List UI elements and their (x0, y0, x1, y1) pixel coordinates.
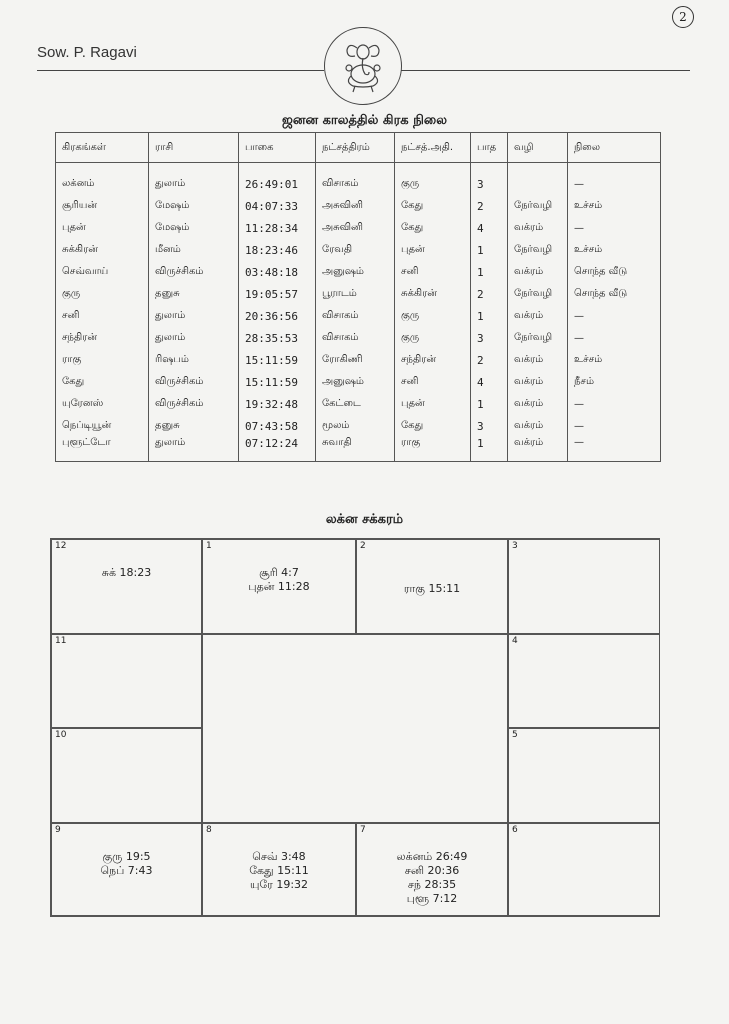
nakshatra-cell: விசாகம் (316, 173, 395, 195)
table-row (56, 195, 661, 217)
table-row (56, 217, 661, 239)
nakshatra-cell: ரேவதி (316, 239, 395, 261)
rasi-cell: விருச்சிகம் (149, 261, 239, 283)
motion-cell: நேர்வழி (508, 283, 568, 305)
degree-cell: 07:43:58 (239, 415, 316, 437)
house-number: 7 (360, 825, 366, 835)
pada-cell: 4 (471, 371, 508, 393)
pada-cell: 3 (471, 327, 508, 349)
house-planets (203, 850, 355, 892)
table-row (56, 393, 661, 415)
column-header: நட்சத்.அதி. (395, 133, 471, 163)
motion-cell: நேர்வழி (508, 239, 568, 261)
dignity-cell: — (568, 327, 661, 349)
house-cell (356, 823, 508, 916)
planet-name-cell: சனி (56, 305, 149, 327)
rasi-cell: ரிஷபம் (149, 349, 239, 371)
table-row (56, 437, 661, 462)
pada-cell: 1 (471, 393, 508, 415)
planet-name-cell: லக்னம் (56, 173, 149, 195)
nakshatra-lord-cell: குரு (395, 327, 471, 349)
spacer-cell (508, 163, 568, 174)
motion-cell (508, 173, 568, 195)
degree-cell: 04:07:33 (239, 195, 316, 217)
nakshatra-lord-cell: புதன் (395, 239, 471, 261)
nakshatra-lord-cell: கேது (395, 217, 471, 239)
house-cell (356, 539, 508, 634)
house-planet-line: லக்னம் 26:49 (396, 850, 468, 863)
dignity-cell: — (568, 173, 661, 195)
degree-cell: 19:32:48 (239, 393, 316, 415)
degree-cell: 15:11:59 (239, 371, 316, 393)
planet-position-table (55, 132, 661, 462)
rasi-cell: துலாம் (149, 305, 239, 327)
pada-cell: 2 (471, 195, 508, 217)
nakshatra-cell: அனுஷம் (316, 371, 395, 393)
nakshatra-lord-cell: குரு (395, 305, 471, 327)
degree-cell: 19:05:57 (239, 283, 316, 305)
house-number: 12 (55, 541, 67, 551)
nakshatra-lord-cell: புதன் (395, 393, 471, 415)
nakshatra-cell: விசாகம் (316, 327, 395, 349)
house-number: 1 (206, 541, 212, 551)
lagna-chart (50, 538, 660, 917)
house-cell (51, 634, 202, 728)
planet-name-cell: கேது (56, 371, 149, 393)
planet-name-cell: யுரேனஸ் (56, 393, 149, 415)
client-name: Sow. P. Ragavi (37, 44, 137, 61)
table-row (56, 261, 661, 283)
dignity-cell: — (568, 217, 661, 239)
nakshatra-lord-cell: ராகு (395, 437, 471, 462)
house-planet-line: புதன் 11:28 (248, 580, 310, 593)
dignity-cell: — (568, 393, 661, 415)
pada-cell: 1 (471, 239, 508, 261)
motion-cell: வக்ரம் (508, 217, 568, 239)
planet-name-cell: புளூட்டோ (56, 437, 149, 462)
spacer-cell (471, 163, 508, 174)
spacer-cell (568, 163, 661, 174)
lagna-chart-title: லக்ன சக்கரம் (325, 512, 404, 527)
dignity-cell: நீசம் (568, 371, 661, 393)
motion-cell: வக்ரம் (508, 437, 568, 462)
motion-cell: வக்ரம் (508, 415, 568, 437)
house-planets (52, 566, 201, 580)
house-number: 2 (360, 541, 366, 551)
house-cell (51, 823, 202, 916)
house-planets (357, 582, 507, 596)
pada-cell: 3 (471, 173, 508, 195)
dignity-cell: சொந்த வீடு (568, 261, 661, 283)
degree-cell: 20:36:56 (239, 305, 316, 327)
nakshatra-cell: ரோகிணி (316, 349, 395, 371)
degree-cell: 18:23:46 (239, 239, 316, 261)
motion-cell: வக்ரம் (508, 349, 568, 371)
table-row (56, 283, 661, 305)
degree-cell: 15:11:59 (239, 349, 316, 371)
pada-cell: 3 (471, 415, 508, 437)
rasi-cell: மேஷம் (149, 195, 239, 217)
nakshatra-lord-cell: சுக்கிரன் (395, 283, 471, 305)
nakshatra-cell: சுவாதி (316, 437, 395, 462)
degree-cell: 11:28:34 (239, 217, 316, 239)
nakshatra-lord-cell: சந்திரன் (395, 349, 471, 371)
nakshatra-cell: கேட்டை (316, 393, 395, 415)
degree-cell: 03:48:18 (239, 261, 316, 283)
house-cell (508, 823, 660, 916)
planet-name-cell: செவ்வாய் (56, 261, 149, 283)
spacer-cell (316, 163, 395, 174)
nakshatra-cell: மூலம் (316, 415, 395, 437)
pada-cell: 1 (471, 437, 508, 462)
nakshatra-cell: விசாகம் (316, 305, 395, 327)
house-planets (52, 850, 201, 878)
planet-name-cell: புதன் (56, 217, 149, 239)
house-cell (51, 539, 202, 634)
table-spacer-row (56, 163, 661, 174)
header-rule-left (37, 70, 324, 71)
rasi-cell: விருச்சிகம் (149, 371, 239, 393)
spacer-cell (149, 163, 239, 174)
rasi-cell: துலாம் (149, 327, 239, 349)
house-number: 5 (512, 730, 518, 740)
nakshatra-lord-cell: கேது (395, 415, 471, 437)
house-planet-line: சந் 28:35 (407, 878, 457, 891)
pada-cell: 4 (471, 217, 508, 239)
column-header: பாகை (239, 133, 316, 163)
planet-name-cell: சந்திரன் (56, 327, 149, 349)
house-planet-line: புளூ 7:12 (406, 892, 458, 905)
motion-cell: வக்ரம் (508, 261, 568, 283)
dignity-cell: சொந்த வீடு (568, 283, 661, 305)
page-number: 2 (672, 6, 694, 28)
dignity-cell: உச்சம் (568, 239, 661, 261)
rasi-cell: துலாம் (149, 173, 239, 195)
house-number: 10 (55, 730, 67, 740)
planet-name-cell: குரு (56, 283, 149, 305)
dignity-cell: உச்சம் (568, 349, 661, 371)
house-cell (508, 539, 660, 634)
house-number: 11 (55, 636, 67, 646)
degree-cell: 28:35:53 (239, 327, 316, 349)
ganesha-logo-icon (324, 27, 402, 105)
table-row (56, 327, 661, 349)
house-cell (508, 728, 660, 823)
nakshatra-lord-cell: சனி (395, 371, 471, 393)
nakshatra-cell: அசுவினி (316, 217, 395, 239)
house-planet-line: சுக் 18:23 (101, 566, 152, 579)
column-header: கிரகங்கள் (56, 133, 149, 163)
pada-cell: 1 (471, 305, 508, 327)
pada-cell: 2 (471, 283, 508, 305)
pada-cell: 1 (471, 261, 508, 283)
column-header: பாத (471, 133, 508, 163)
planet-name-cell: சூரியன் (56, 195, 149, 217)
planet-name-cell: நெப்டியூன் (56, 415, 149, 437)
nakshatra-lord-cell: சனி (395, 261, 471, 283)
house-planet-line: நெப் 7:43 (100, 864, 153, 877)
table-header-row (56, 133, 661, 163)
house-planet-line: குரு 19:5 (102, 850, 151, 863)
column-header: நிலை (568, 133, 661, 163)
dignity-cell: — (568, 437, 661, 462)
table-row (56, 371, 661, 393)
motion-cell: நேர்வழி (508, 195, 568, 217)
rasi-cell: தனுசு (149, 415, 239, 437)
house-number: 8 (206, 825, 212, 835)
house-planet-line: கேது 15:11 (249, 864, 309, 877)
table-row (56, 415, 661, 437)
dignity-cell: உச்சம் (568, 195, 661, 217)
house-planets (203, 566, 355, 594)
motion-cell: வக்ரம் (508, 393, 568, 415)
motion-cell: வக்ரம் (508, 371, 568, 393)
rasi-cell: மேஷம் (149, 217, 239, 239)
house-cell (202, 823, 356, 916)
table-row (56, 305, 661, 327)
nakshatra-cell: பூராடம் (316, 283, 395, 305)
house-number: 6 (512, 825, 518, 835)
house-number: 4 (512, 636, 518, 646)
rasi-cell: விருச்சிகம் (149, 393, 239, 415)
house-planet-line: செவ் 3:48 (252, 850, 306, 863)
dignity-cell: — (568, 305, 661, 327)
house-cell (202, 539, 356, 634)
rasi-cell: தனுசு (149, 283, 239, 305)
nakshatra-cell: அசுவினி (316, 195, 395, 217)
table-row (56, 173, 661, 195)
degree-cell: 26:49:01 (239, 173, 316, 195)
rasi-cell: துலாம் (149, 437, 239, 462)
table-row (56, 349, 661, 371)
house-cell (508, 634, 660, 728)
house-number: 3 (512, 541, 518, 551)
table-row (56, 239, 661, 261)
spacer-cell (395, 163, 471, 174)
column-header: ராசி (149, 133, 239, 163)
house-planet-line: சனி 20:36 (404, 864, 460, 877)
pada-cell: 2 (471, 349, 508, 371)
spacer-cell (239, 163, 316, 174)
house-number: 9 (55, 825, 61, 835)
column-header: வழி (508, 133, 568, 163)
house-cell (51, 728, 202, 823)
house-planet-line: யுரே 19:32 (249, 878, 309, 891)
planet-table-title: ஜனன காலத்தில் கிரக நிலை (282, 113, 447, 128)
nakshatra-lord-cell: குரு (395, 173, 471, 195)
degree-cell: 07:12:24 (239, 437, 316, 462)
rasi-cell: மீனம் (149, 239, 239, 261)
motion-cell: வக்ரம் (508, 305, 568, 327)
house-planets (357, 850, 507, 906)
nakshatra-cell: அனுஷம் (316, 261, 395, 283)
motion-cell: நேர்வழி (508, 327, 568, 349)
dignity-cell: — (568, 415, 661, 437)
header-rule-right (400, 70, 690, 71)
column-header: நட்சத்திரம் (316, 133, 395, 163)
planet-name-cell: ராகு (56, 349, 149, 371)
house-planet-line: ராகு 15:11 (403, 582, 461, 595)
house-planet-line: சூரி 4:7 (259, 566, 299, 579)
nakshatra-lord-cell: கேது (395, 195, 471, 217)
spacer-cell (56, 163, 149, 174)
chart-center (202, 634, 508, 823)
planet-name-cell: சுக்கிரன் (56, 239, 149, 261)
